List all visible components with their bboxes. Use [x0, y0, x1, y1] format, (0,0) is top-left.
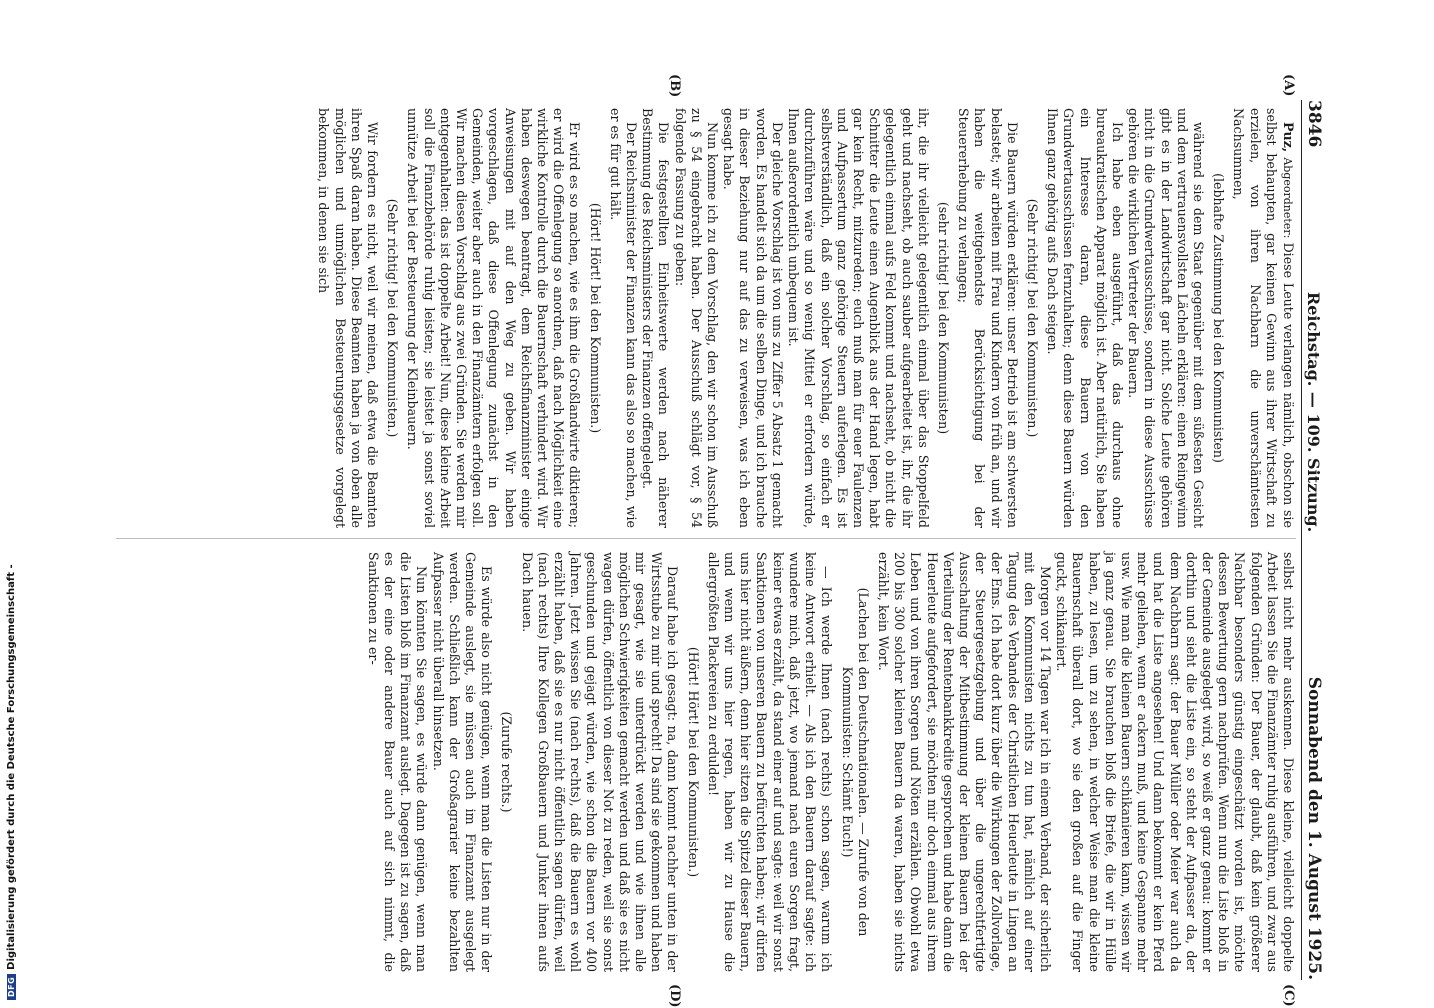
speaker-role: Abgeordneter:	[1281, 157, 1294, 243]
left-column-interjection: (sehr richtig! bei den Kommunisten)	[935, 201, 951, 435]
page-number: 3846	[1304, 100, 1324, 148]
left-column-paragraph: Der Reichsminister der Finanzen kann das also so machen, wie er es für gut hält.	[607, 108, 640, 528]
left-column-paragraph: Nun komme ich zu dem Vorschlag, den wir schon im Ausschuß zu § 54 eingebracht haben. Der Ausschuß schlägt vor, § 54 folgende Fassung zu geben:	[672, 108, 721, 528]
left-column-paragraph: Ich habe eben ausgeführt, daß das durchaus ohne bureaukratischen Apparat möglich ist. Aber natürlich, Sie haben ein Interesse daran, diese Bauern von den Grundwertausschüssen fernzuhalten; denn diese Bauern würden Ihnen ganz gehörig aufs Dach steigen.	[1045, 108, 1125, 528]
margin-marker-a: (A)	[1281, 74, 1296, 97]
margin-marker-d: (D)	[667, 984, 682, 1008]
left-column-paragraph: Wir fordern es nicht, weil wir meinen, daß etwa die Beamten ihren Spaß daran haben. Diese Beamten haben ja von oben alle möglichen und unmöglichen Besteuerungsgesetze vorgelegt bekommen, in denen sie sich	[316, 108, 381, 528]
right-column-interjection: (Zurufe rechts.)	[499, 711, 515, 813]
right-column	[365, 552, 1296, 972]
left-column-paragraph: Er wird es so machen, wie es ihm die Großlandwirte diktieren; er wird die Offenlegung so anordnen, daß nach Möglichkeit eine wirkliche Kontrolle durch die Bauernschaft verhindert wird. Wir haben deswegen beantragt, dem Reichsfinanzminister einige Anweisungen mit auf den Weg zu geben. Wir haben vorgeschlagen, daß diese Offenlegung zunächst in den Gemeinden, weiter aber auch in den Finanzämtern erfolgen soll. Wir machen diesen Vorschlag aus zwei Gründen. Sie werden mir entgegenhalten: das ist doppelte Arbeit! Nun, diese kleine Arbeit soll die Finanzbehörde ruhig leisten; sie leistet ja sonst soviel unnütze Arbeit bei der Besteuerung der Kleinbauern.	[405, 108, 583, 528]
left-column-paragraph: Die festgestellten Einheitswerte werden nach näherer Bestimmung des Reichsministers der Finanzen offengelegt.	[640, 108, 672, 528]
right-column-paragraph: Morgen vor 14 Tagen war ich in einem Verband, der sicherlich mit den Kommunisten nichts zu tun hat, nämlich auf einer Tagung des Verbandes der Christlichen Heuerleute in Lingen an der Ems. Ich habe dort kurz über die Wirkungen der Zollvorlage, der Steuergesetzgebung und über die ungerechtfertigte Ausschaltung der Mitbestimmung der kleinen Bauern bei der Verteilung der Rentenbankkredite gesprochen und habe dann die Heuerleute aufgefordert, sie möchten mir doch einmal aus ihrem Leben und von ihren Sorgen und Nöten erzählen. Obwohl etwa 200 bis 300 solcher kleinen Bauern da waren, haben sie nichts erzählt, kein Wort.	[875, 552, 1053, 972]
left-column-interjection: (Sehr richtig! bei den Kommunisten.)	[1024, 198, 1040, 438]
left-column-interjection: (Hört! Hört! bei den Kommunisten.)	[587, 202, 603, 434]
speaker-name: Puz,	[1281, 122, 1296, 158]
digitization-credit	[4, 564, 18, 1000]
right-column-paragraph: — Ich werde Ihnen (nach rechts) schon sagen, warum ich keine Antwort erhielt. — Als ich den Bauern darauf sagte: ich wundere mich, daß jetzt, wo jemand nach euren Sorgen fragt, keiner etwas erzählt, da stand einer auf und sagte: weil wir sonst Sanktionen von unseren Bauern zu befürchten haben; wir dürfen uns hier nicht äußern, denn hier sitzen die Spitzel dieser Bauern, und wenn wir uns hier regen, haben wir zu Hause die allergrößten Plackereien zu erdulden!	[705, 552, 835, 972]
right-column-interjection: (Lachen bei den Deutschnationalen. — Zurufe von den Kommunisten: Schämt Euch!)	[839, 587, 871, 937]
left-column-paragraph: Der gleiche Vorschlag ist von uns zu Ziffer 5 Absatz 1 gemacht worden. Es handelt sich da um die selben Dinge, und ich brauche in dieser Beziehung nur auf das zu verweisen, was ich eben gesagt habe.	[721, 108, 785, 528]
margin-marker-b: (B)	[667, 74, 682, 98]
session-title: Reichstag. — 109. Sitzung.	[1304, 291, 1323, 533]
left-column-paragraph: Puz, Abgeordneter: Diese Leute verlangen nämlich, obschon sie selbst behaupten, gar keinen Gewinn aus ihrer Wirtschaft zu erzielen, von ihren Nachbarn die unverschämtesten Nachsummen,	[1231, 108, 1296, 528]
right-column-paragraph: selbst nicht mehr auskennen. Diese kleine, vielleicht doppelte Arbeit lassen Sie die Finanzämter ruhig ausführen, und zwar aus folgenden Gründen: Der Bauer, der glaubt, daß kein größerer Nachbar besonders günstig eingeschätzt worden ist, möchte dessen Bewertung gern nachprüfen. Wenn nun die Liste bloß in der Gemeinde ausgelegt wird, so weiß er ganz genau: kommt er dorthin und sieht die Liste ein, so steht der Aufpasser da, der dem Nachbarn sagt: der Bauer Müller oder Meier war auch da und hat die Liste angesehen! Und dann bekommt er kein Pferd mehr geliehen, wenn er ackern muß, und keine Gespanne mehr usw. Wie man die kleinen Bauern schikanieren kann, wissen wir ja ganz genau. Sie brauchen bloß die Briefe, die wir in Hülle haben, zu lesen, um zu sehen, in welcher Weise man die kleine Bauernschaft überall dort, wo sie den großen auf die Finger guckt, schikaniert.	[1054, 552, 1296, 972]
right-column-paragraph: Es würde also nicht genügen, wenn man die Listen nur in der Gemeinde auslegt, sie müssen auch im Finanzamt ausgelegt werden. Schließlich kann der Großagrarier keine bezahlten Aufpasser nicht überall hinsetzen.	[430, 552, 495, 972]
left-column-paragraph: während sie dem Staat gegenüber mit dem süßesten Gesicht und dem vertrauensvollsten Lächeln erklären: einen Reingewinn gibt es in der Landwirtschaft gar nicht. Solche Leute gehören nicht in die Grundwertausschüsse, sondern in diese Ausschüsse gehören die wirklichen Vertreter der Bauern.	[1126, 108, 1206, 528]
left-column-interjection: (lebhafte Zustimmung bei den Kommunisten)	[1211, 173, 1227, 463]
left-column-interjection: (Sehr richtig! bei den Kommunisten.)	[385, 198, 401, 438]
document-page	[105, 74, 1330, 1008]
dfg-logo: DFG	[7, 974, 16, 1000]
margin-marker-c: (C)	[1281, 984, 1296, 1007]
right-column-paragraph: Darauf habe ich gesagt: na, dann kommt nachher unten in der Wirtsstube zu mir und sprecht! Da sind sie gekommen und haben mir gesagt, wie sie unterdrückt werden und wie ihnen alle möglichen Schwierigkeiten gemacht werden und daß sie es nicht wagen dürfen, öffentlich von dieser Not zu reden, weil sie sonst geschunden und gejagt würden, wie schon die Bauern vor 400 Jahren. Jetzt wissen Sie (nach rechts), daß die Bauern es wohl erzählt haben, daß sie es nur nicht öffentlich sagen dürfen, weil (nach rechts) Ihre Kollegen Großbauern und Junker ihnen aufs Dach hauen.	[519, 552, 681, 972]
right-column-interjection: (Hört! Hört! bei den Kommunisten.)	[685, 646, 701, 878]
column-rule	[116, 538, 1296, 539]
credit-text: Digitalisierung gefördert durch die Deutsche Forschungsgemeinschaft -	[5, 564, 17, 970]
left-column	[315, 108, 1296, 528]
session-date: Sonnabend den 1. August 1925.	[1304, 676, 1324, 980]
left-column-paragraph: ihr, die ihr vielleicht gelegentlich einmal über das Stoppelfeld geht und nachseht, ob auch sauber aufgearbeitet ist, ihr, die ihr gelegentlich einmal aufs Feld kommt und nachseht, ob nicht die Schnitter die Leute einen Augenblick aus der Hand legen, habt gar kein Recht, mitzureden; euch muß man für euer Faulenzen und Aufpassertum ganz gehörige Steuern auferlegen. Es ist selbstverständlich, daß ein solcher Vorschlag, so einfach er durchzuführen wäre und so wenig Mittel er erfordern würde, Ihnen außerordentlich unbequem ist.	[786, 108, 931, 528]
right-column-paragraph: Nun könnten Sie sagen, es würde dann genügen, wenn man die Listen bloß im Finanzamt auslegt. Dagegen ist zu sagen, daß es der eine oder andere Bauer auch auf sich nimmt, die Sanktionen zu er-	[365, 552, 430, 972]
page-header	[1301, 100, 1330, 980]
left-column-paragraph: Die Bauern würden erklären: unser Betrieb ist am schwersten belastet; wir arbeiten mit Frau und Kindern von früh an, und wir haben die weitgehendste Berücksichtigung bei der Steuererhebung zu verlangen;	[956, 108, 1020, 528]
